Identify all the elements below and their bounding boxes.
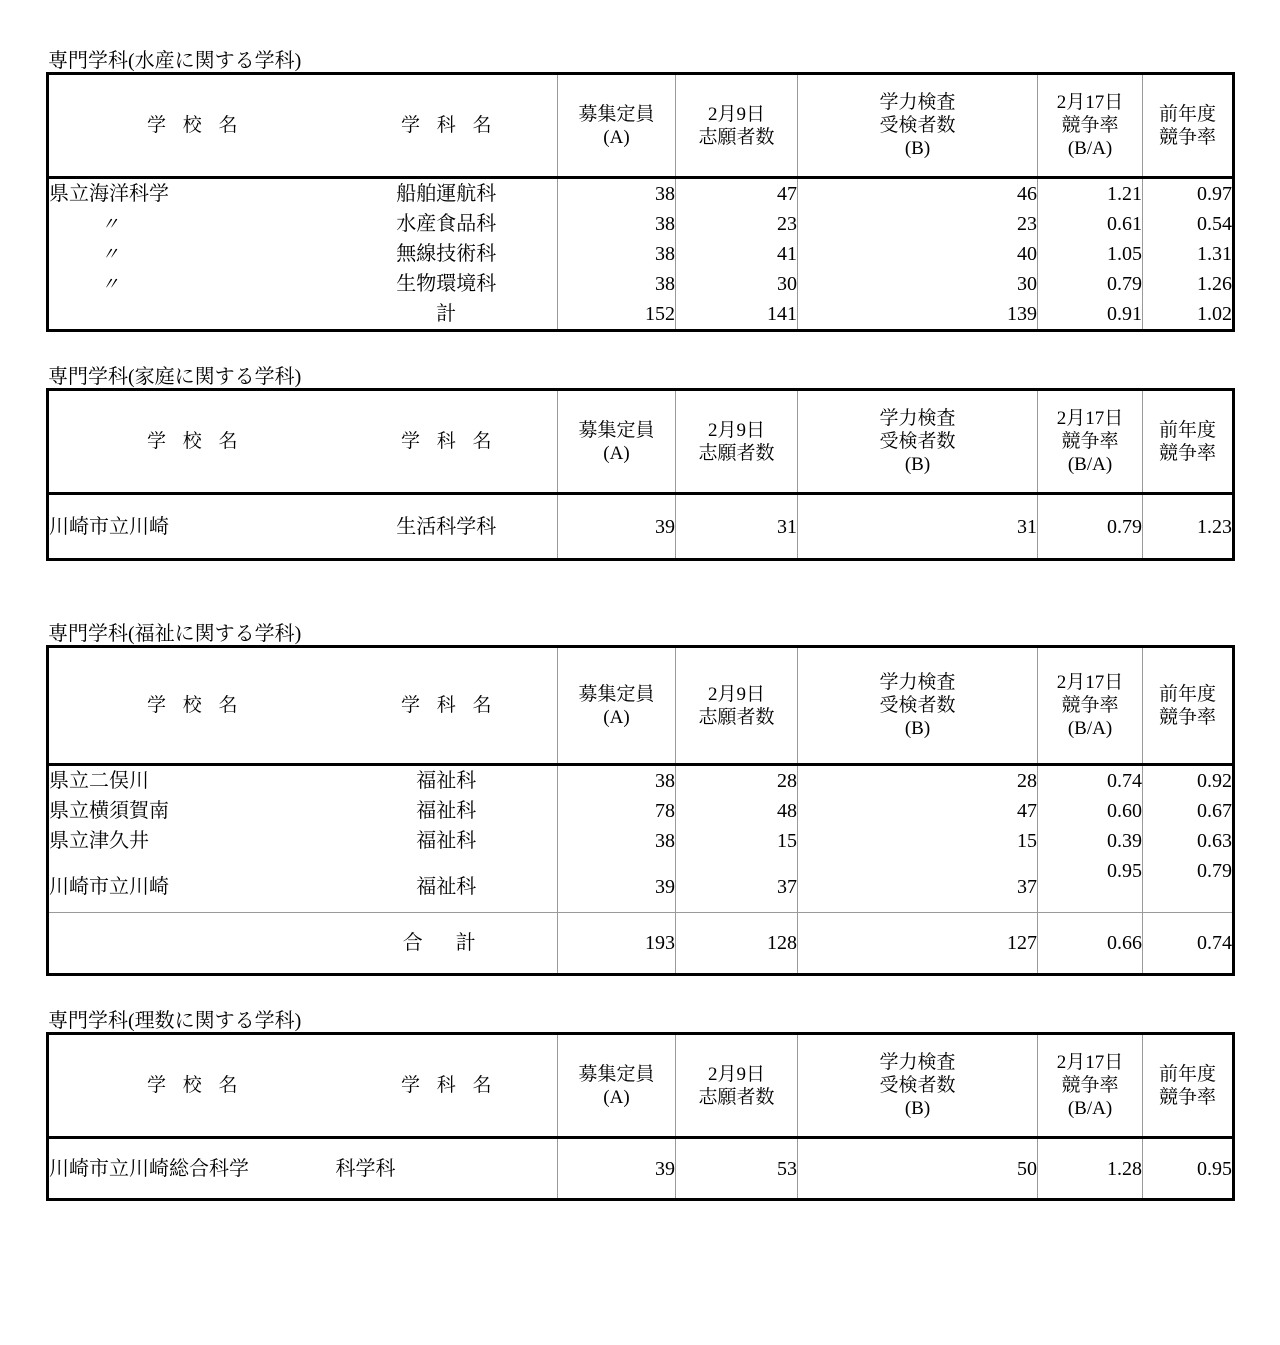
applicants-value: 30 [777, 273, 797, 295]
rate-total: 0.91 [1107, 303, 1142, 325]
total-spacer [48, 913, 336, 975]
total-rate: 0.66 [1038, 913, 1143, 975]
section-suisan [0, 50, 1280, 332]
section-title-katei: 専門学科(家庭に関する学科) [48, 366, 302, 388]
table-header [48, 74, 1234, 178]
examinees-value: 46 [1017, 183, 1037, 205]
header-applicants: 2月9日 志願者数 [676, 390, 798, 494]
header-quota: 募集定員 (A) [558, 74, 676, 178]
cell-rate: 1.28 [1038, 1138, 1143, 1200]
applicants-value: 23 [777, 213, 797, 235]
cell-school-group [48, 178, 336, 331]
header-rate: 2月17日 競争率 (B/A) [1038, 390, 1143, 494]
quota-value: 38 [655, 830, 675, 852]
cell-quota-group [558, 765, 676, 913]
cell-rate: 0.79 [1038, 494, 1143, 560]
quota-value: 38 [655, 273, 675, 295]
examinees-value: 30 [1017, 273, 1037, 295]
cell-quota-group [558, 178, 676, 331]
cell-rate-group [1038, 765, 1143, 913]
cell-applicants-group [676, 178, 798, 331]
header-applicants: 2月9日 志願者数 [676, 647, 798, 765]
header-examinees: 学力検査 受検者数 (B) [798, 1034, 1038, 1138]
quota-value: 38 [655, 183, 675, 205]
rate-value: 0.95 [1107, 860, 1142, 882]
section-risu [0, 1010, 1280, 1201]
cell-quota: 39 [558, 494, 676, 560]
table-suisan [46, 72, 1235, 332]
school-name: 県立横須賀南 [49, 800, 169, 822]
total-examinees: 127 [798, 913, 1038, 975]
table-row [48, 765, 1234, 913]
header-prev-rate: 前年度 競争率 [1143, 74, 1234, 178]
header-rate: 2月17日 競争率 (B/A) [1038, 647, 1143, 765]
cell-prev-rate: 0.95 [1143, 1138, 1234, 1200]
cell-prev-rate: 1.23 [1143, 494, 1234, 560]
header-examinees: 学力検査 受検者数 (B) [798, 74, 1038, 178]
cell-applicants: 53 [676, 1138, 798, 1200]
table-row [48, 178, 1234, 331]
prev-rate-value: 0.79 [1197, 860, 1232, 882]
table-row [48, 1138, 1234, 1200]
rate-value: 0.79 [1107, 273, 1142, 295]
header-row [48, 1034, 1234, 1138]
examinees-value: 28 [1017, 770, 1037, 792]
examinees-value: 37 [1017, 876, 1037, 898]
prev-rate-value: 0.92 [1197, 770, 1232, 792]
school-name: 県立津久井 [49, 830, 149, 852]
applicants-value: 41 [777, 243, 797, 265]
cell-examinees: 50 [798, 1138, 1038, 1200]
cell-school: 川崎市立川崎総合科学 [49, 1157, 249, 1180]
header-prev-rate: 前年度 競争率 [1143, 390, 1234, 494]
quota-value: 38 [655, 770, 675, 792]
table-header [48, 390, 1234, 494]
rate-value: 1.05 [1107, 243, 1142, 265]
rate-value: 0.61 [1107, 213, 1142, 235]
applicants-value: 47 [777, 183, 797, 205]
examinees-value: 40 [1017, 243, 1037, 265]
department-name: 水産食品科 [396, 213, 497, 235]
total-label: 合 計 [336, 913, 558, 975]
rate-value: 0.74 [1107, 770, 1142, 792]
header-examinees: 学力検査 受検者数 (B) [798, 390, 1038, 494]
rate-value: 0.39 [1107, 830, 1142, 852]
header-quota: 募集定員 (A) [558, 647, 676, 765]
header-rate: 2月17日 競争率 (B/A) [1038, 74, 1143, 178]
prev-rate-value: 0.54 [1197, 213, 1232, 235]
cell-department-group [336, 178, 558, 331]
prev-rate-value: 1.26 [1197, 273, 1232, 295]
school-name: 県立二俣川 [49, 770, 149, 792]
applicants-total: 141 [767, 303, 797, 325]
header-applicants: 2月9日 志願者数 [676, 1034, 798, 1138]
prev-rate-value: 1.31 [1197, 243, 1232, 265]
cell-prev-rate-group [1143, 765, 1234, 913]
table-risu [46, 1032, 1235, 1201]
total-quota: 193 [558, 913, 676, 975]
quota-value: 39 [655, 876, 675, 898]
table-body [48, 1138, 1234, 1200]
examinees-value: 15 [1017, 830, 1037, 852]
prev-rate-total: 1.02 [1197, 303, 1232, 325]
examinees-value: 23 [1017, 213, 1037, 235]
table-row [48, 494, 1234, 560]
applicants-value: 37 [777, 876, 797, 898]
table-header [48, 647, 1234, 765]
cell-department: 生活科学科 [396, 515, 497, 538]
cell-school-group [48, 765, 336, 913]
section-katei [0, 366, 1280, 561]
header-school: 学 校 名 [48, 74, 336, 178]
total-row [48, 913, 1234, 975]
department-name: 福祉科 [416, 876, 477, 898]
school-name: 〃 [101, 244, 119, 264]
header-applicants: 2月9日 志願者数 [676, 74, 798, 178]
header-department: 学 科 名 [336, 74, 558, 178]
header-quota: 募集定員 (A) [558, 390, 676, 494]
cell-department: 科学科 [335, 1157, 396, 1180]
header-examinees: 学力検査 受検者数 (B) [798, 647, 1038, 765]
table-header [48, 1034, 1234, 1138]
section-fukushi [0, 623, 1280, 976]
header-prev-rate: 前年度 競争率 [1143, 1034, 1234, 1138]
header-row [48, 647, 1234, 765]
header-row [48, 390, 1234, 494]
applicants-value: 48 [777, 800, 797, 822]
table-body [48, 178, 1234, 331]
quota-total: 152 [645, 303, 675, 325]
rate-value: 1.21 [1107, 183, 1142, 205]
school-name: 川崎市立川崎 [49, 876, 169, 898]
section-title-fukushi: 専門学科(福祉に関する学科) [48, 623, 302, 645]
applicants-value: 28 [777, 770, 797, 792]
department-name: 福祉科 [416, 800, 477, 822]
school-name: 〃 [101, 214, 119, 234]
header-school: 学 校 名 [48, 390, 336, 494]
table-fukushi [46, 645, 1235, 976]
department-name: 福祉科 [416, 830, 477, 852]
prev-rate-value: 0.67 [1197, 800, 1232, 822]
cell-department-group [336, 765, 558, 913]
header-school: 学 校 名 [48, 1034, 336, 1138]
school-name [49, 299, 336, 329]
examinees-total: 139 [1007, 303, 1037, 325]
quota-value: 78 [655, 800, 675, 822]
cell-rate-group [1038, 178, 1143, 331]
quota-value: 38 [655, 213, 675, 235]
cell-examinees: 31 [798, 494, 1038, 560]
section-title-suisan: 専門学科(水産に関する学科) [48, 50, 302, 72]
header-school: 学 校 名 [48, 647, 336, 765]
total-applicants: 128 [676, 913, 798, 975]
table-body [48, 494, 1234, 560]
section-title-risu: 専門学科(理数に関する学科) [48, 1010, 302, 1032]
examinees-value: 47 [1017, 800, 1037, 822]
rate-value: 0.60 [1107, 800, 1142, 822]
table-katei [46, 388, 1235, 561]
school-name: 〃 [101, 274, 119, 294]
cell-school: 川崎市立川崎 [49, 515, 169, 538]
cell-applicants-group [676, 765, 798, 913]
header-department: 学 科 名 [336, 1034, 558, 1138]
header-quota: 募集定員 (A) [558, 1034, 676, 1138]
cell-examinees-group [798, 765, 1038, 913]
header-department: 学 科 名 [336, 390, 558, 494]
table-body [48, 765, 1234, 975]
prev-rate-value: 0.97 [1197, 183, 1232, 205]
cell-prev-rate-group [1143, 178, 1234, 331]
school-name: 県立海洋科学 [49, 183, 169, 205]
header-rate: 2月17日 競争率 (B/A) [1038, 1034, 1143, 1138]
header-prev-rate: 前年度 競争率 [1143, 647, 1234, 765]
header-row [48, 74, 1234, 178]
total-prev-rate: 0.74 [1143, 913, 1234, 975]
department-name: 生物環境科 [396, 273, 497, 295]
header-department: 学 科 名 [336, 647, 558, 765]
cell-examinees-group [798, 178, 1038, 331]
cell-applicants: 31 [676, 494, 798, 560]
applicants-value: 15 [777, 830, 797, 852]
cell-quota: 39 [558, 1138, 676, 1200]
department-name: 船舶運航科 [396, 183, 497, 205]
department-name: 福祉科 [416, 770, 477, 792]
subtotal-label: 計 [436, 303, 457, 325]
quota-value: 38 [655, 243, 675, 265]
prev-rate-value: 0.63 [1197, 830, 1232, 852]
department-name: 無線技術科 [396, 243, 497, 265]
